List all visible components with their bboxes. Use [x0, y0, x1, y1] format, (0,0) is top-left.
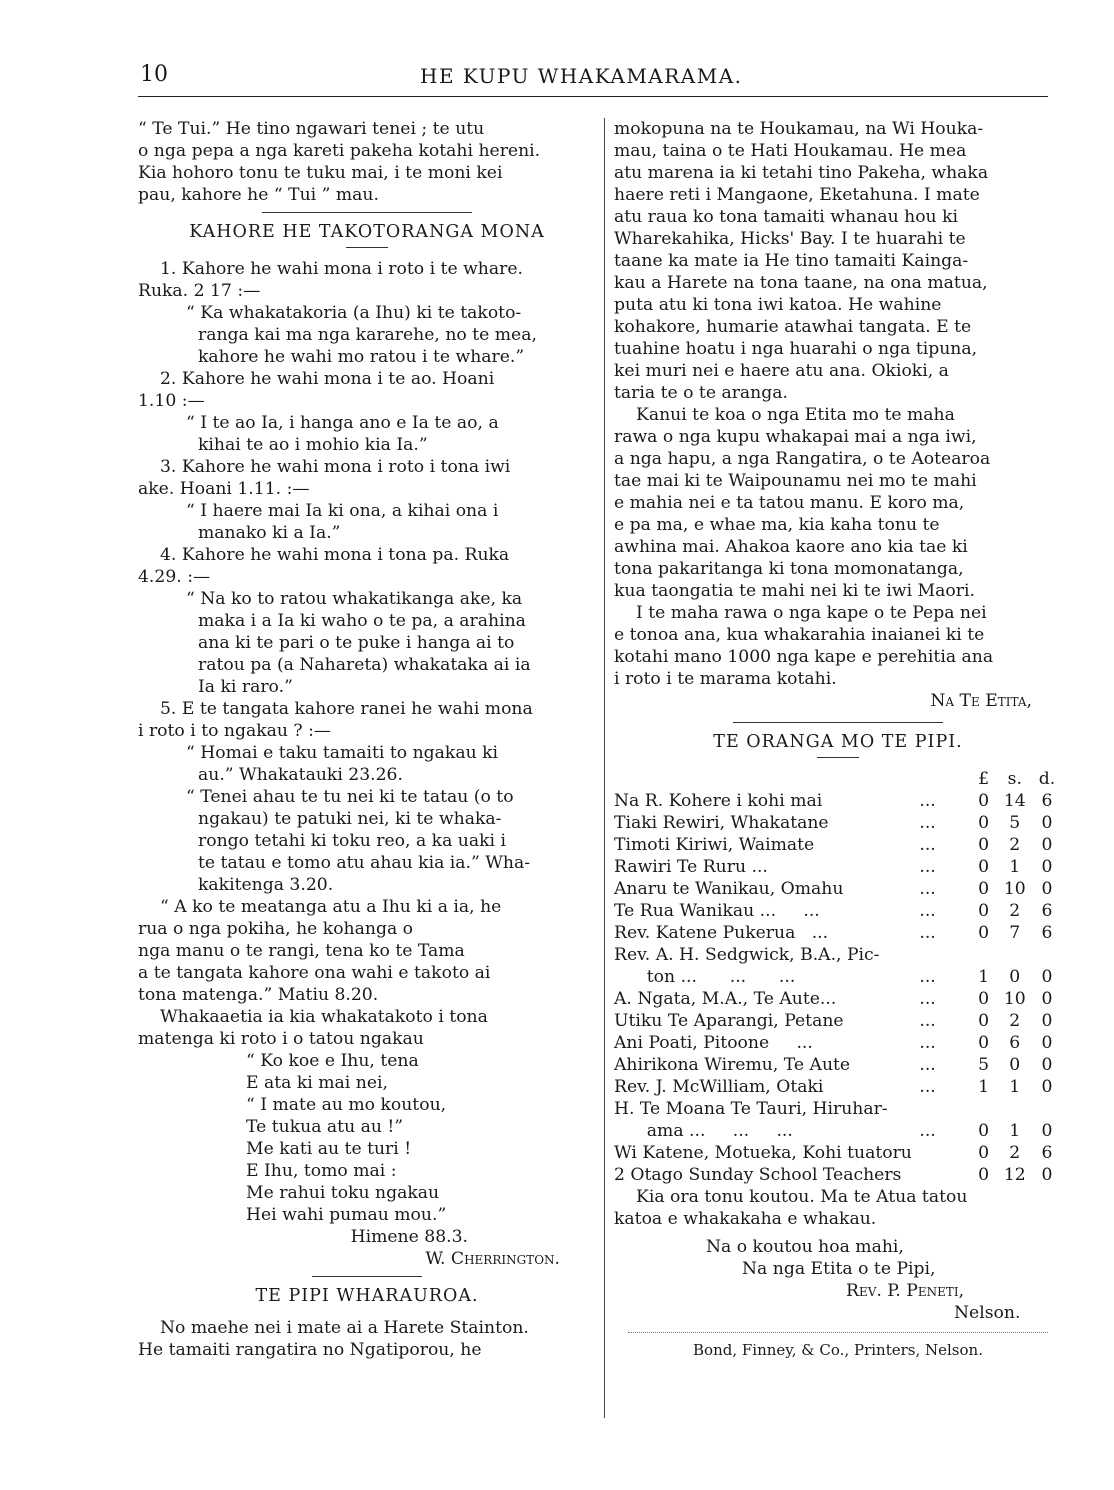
text-line: ana ki te pari o te puke i hanga ai to — [198, 633, 515, 653]
pence-value — [1032, 1098, 1062, 1120]
leader-dots — [919, 1164, 969, 1186]
donation-row — [614, 878, 1062, 900]
text-line: Me rahui toku ngakau — [246, 1183, 440, 1203]
text-line: i roto i te marama kotahi. — [614, 669, 837, 689]
shillings-value: 2 — [1009, 901, 1021, 921]
text-line: ngakau) te patuki nei, ki te whaka- — [198, 809, 502, 829]
donations-table — [614, 768, 1062, 1186]
text-line: au.” Whakatauki 23.26. — [198, 765, 403, 785]
donor-name: A. Ngata, M.A., Te Aute... — [614, 989, 837, 1009]
donor-name: Rawiri Te Ruru ... — [614, 857, 768, 877]
text-line: a te tangata kahore ona wahi e takoto ai — [138, 963, 491, 983]
text-line: kei muri nei e haere atu ana. Okioki, a — [614, 361, 949, 381]
leader-dots: ... — [919, 1077, 936, 1097]
signoff-block — [614, 1236, 1062, 1324]
donation-row — [614, 1076, 1062, 1098]
section-rule — [312, 1276, 422, 1277]
text-line: 4.29. :— — [138, 567, 211, 587]
section-title-pipi: TE PIPI WHARAUROA. — [255, 1286, 479, 1306]
text-line: kohakore, humarie atawhai tangata. E te — [614, 317, 972, 337]
text-line: “ I te ao Ia, i hanga ano e Ia te ao, a — [186, 413, 499, 433]
obituary-paragraph — [614, 118, 1062, 404]
text-line: pau, kahore he “ Tui ” mau. — [138, 185, 379, 205]
shillings-value: 2 — [1009, 835, 1021, 855]
text-line: e pa ma, e whae ma, kia kaha tonu te — [614, 515, 940, 535]
text-line: Me kati au te turi ! — [246, 1139, 412, 1159]
text-line: 5. E te tangata kahore ranei he wahi mona — [160, 699, 533, 719]
section-rule — [733, 722, 943, 723]
shillings-value: 10 — [1003, 879, 1026, 899]
text-line: rua o nga pokiha, he kohanga o — [138, 919, 414, 939]
pence-value: 6 — [1041, 791, 1053, 811]
text-line: te tatau e tomo atu ahau kia ia.” Wha- — [198, 853, 531, 873]
pence-value: 0 — [1041, 857, 1053, 877]
pounds-value: 0 — [978, 857, 990, 877]
text-line: kau a Harete na tona taane, na ona matua, — [614, 273, 988, 293]
text-line: o nga pepa a nga kareti pakeha kotahi hereni. — [138, 141, 541, 161]
text-line: “ Te Tui.” He tino ngawari tenei ; te utu — [138, 119, 485, 139]
text-line: He tamaiti rangatira no Ngatiporou, he — [138, 1340, 482, 1360]
leader-dots: ... — [919, 1011, 936, 1031]
text-line: awhina mai. Ahakoa kaore ano kia tae ki — [614, 537, 968, 557]
text-line: e mahia nei e ta tatou manu. E koro ma, — [614, 493, 965, 513]
shillings-value: 1 — [1009, 1121, 1021, 1141]
leader-dots — [919, 1142, 969, 1164]
text-line: taane ka mate ia He tino tamaiti Kainga- — [614, 251, 969, 271]
leader-dots: ... — [919, 791, 936, 811]
text-line: “ I mate au mo koutou, — [246, 1095, 447, 1115]
editor-signature: Na Te Etita, — [930, 691, 1032, 711]
text-line: e tonoa ana, kua whakarahia inaianei ki te — [614, 625, 985, 645]
text-line: kotahi mano 1000 nga kape e perehitia ana — [614, 647, 994, 667]
donation-row — [614, 812, 1062, 834]
text-line: mau, taina o te Hati Houkamau. He mea — [614, 141, 967, 161]
closing-paragraph — [614, 1186, 1062, 1230]
text-line: ratou pa (a Nahareta) whakataka ai ia — [198, 655, 531, 675]
leader-dots: ... — [919, 1121, 936, 1141]
text-line: Te tukua atu au !” — [246, 1117, 404, 1137]
shillings-value: 0 — [1009, 967, 1021, 987]
pence-value: 0 — [1041, 1055, 1053, 1075]
pence-value: 0 — [1041, 967, 1053, 987]
text-line: atu marena ia ki tetahi tino Pakeha, whaka — [614, 163, 989, 183]
text-line: puta atu ki tona iwi katoa. He wahine — [614, 295, 942, 315]
pounds-value: 0 — [978, 1121, 990, 1141]
donor-name: Wi Katene, Motueka, Kohi tuatoru — [614, 1143, 912, 1163]
pounds-value: 0 — [978, 835, 990, 855]
shillings-value: 6 — [1009, 1033, 1021, 1053]
pounds-value: 0 — [978, 1165, 990, 1185]
section-body-pipi — [138, 1317, 596, 1361]
pence-value: 0 — [1041, 879, 1053, 899]
signoff-place: Nelson. — [954, 1303, 1021, 1323]
shillings-value: 1 — [1009, 857, 1021, 877]
title-ornament — [346, 247, 388, 248]
pence-value: 0 — [1041, 1121, 1053, 1141]
pence-value: 6 — [1041, 1143, 1053, 1163]
donation-row — [614, 790, 1062, 812]
leader-dots: ... — [919, 835, 936, 855]
section-body-kahore — [138, 258, 596, 1050]
column-divider — [604, 118, 605, 1418]
donor-name: Timoti Kiriwi, Waimate — [614, 835, 815, 855]
shillings-value: 7 — [1009, 923, 1021, 943]
text-line: Wharekahika, Hicks' Bay. I te huarahi te — [614, 229, 966, 249]
text-line: atu raua ko tona tamaiti whanau hou ki — [614, 207, 958, 227]
printer-imprint: Bond, Finney, & Co., Printers, Nelson. — [693, 1341, 983, 1359]
pence-value: 6 — [1041, 901, 1053, 921]
donor-name: Rev. J. McWilliam, Otaki — [614, 1077, 824, 1097]
pence-value: 0 — [1041, 1077, 1053, 1097]
text-line: tona pakaritanga ki tona momonatanga, — [614, 559, 964, 579]
donation-row — [614, 900, 1062, 922]
text-line: “ Ko koe e Ihu, tena — [246, 1051, 419, 1071]
pounds-value: 0 — [978, 1033, 990, 1053]
text-line: Kanui te koa o nga Etita mo te maha — [636, 405, 955, 425]
signoff-name: Rev. P. Peneti, — [846, 1281, 965, 1301]
leader-dots: ... — [919, 813, 936, 833]
text-line: rawa o nga kupu whakapai mai a nga iwi, — [614, 427, 977, 447]
shillings-value: 0 — [1009, 1055, 1021, 1075]
pounds-value: 0 — [978, 879, 990, 899]
pence-value: 0 — [1041, 1033, 1053, 1053]
donor-name: Utiku Te Aparangi, Petane — [614, 1011, 844, 1031]
donation-row — [614, 988, 1062, 1010]
donation-row — [614, 1054, 1062, 1076]
leader-dots — [919, 1098, 969, 1120]
text-line: Ia ki raro.” — [198, 677, 293, 697]
text-line: tona matenga.” Matiu 8.20. — [138, 985, 379, 1005]
pounds-value — [970, 1098, 998, 1120]
section-title-oranga: TE ORANGA MO TE PIPI. — [713, 732, 963, 752]
pence-value: 6 — [1041, 923, 1053, 943]
text-line: a nga hapu, a nga Rangatira, o te Aotearoa — [614, 449, 991, 469]
footer-rule — [628, 1332, 1048, 1333]
running-title: HE KUPU WHAKAMARAMA. — [420, 64, 743, 88]
text-line: kakitenga 3.20. — [198, 875, 334, 895]
leader-dots: ... — [919, 923, 936, 943]
donor-name: Te Rua Wanikau ... ... — [614, 901, 820, 921]
pounds-value — [970, 944, 998, 966]
signoff-line: Na o koutou hoa mahi, — [706, 1237, 904, 1257]
text-line: maka i a Ia ki waho o te pa, a arahina — [198, 611, 526, 631]
donation-row — [614, 966, 1062, 988]
donor-name: ton ... ... ... — [614, 967, 796, 987]
pence-value — [1032, 944, 1062, 966]
shillings-value — [998, 944, 1032, 966]
text-line: manako ki a Ia.” — [198, 523, 341, 543]
leader-dots: ... — [919, 1033, 936, 1053]
donor-name: 2 Otago Sunday School Teachers — [614, 1165, 902, 1185]
donation-row — [614, 1098, 1062, 1120]
shillings-value: 2 — [1009, 1011, 1021, 1031]
text-line: “ Ka whakatakoria (a Ihu) ki te takoto- — [186, 303, 522, 323]
title-ornament — [817, 757, 859, 758]
pence-value: 0 — [1041, 835, 1053, 855]
text-line: “ Homai e taku tamaiti to ngakau ki — [186, 743, 499, 763]
leader-dots: ... — [919, 879, 936, 899]
text-line: E Ihu, tomo mai : — [246, 1161, 397, 1181]
donor-name: Anaru te Wanikau, Omahu — [614, 879, 844, 899]
text-line: nga manu o te rangi, tena ko te Tama — [138, 941, 465, 961]
hymn-reference: Himene 88.3. — [350, 1227, 468, 1247]
text-line: kihai te ao i mohio kia Ia.” — [198, 435, 428, 455]
left-column — [138, 118, 596, 1361]
leader-dots: ... — [919, 857, 936, 877]
text-line: haere reti i Mangaone, Eketahuna. I mate — [614, 185, 980, 205]
donation-row — [614, 1010, 1062, 1032]
pence-value: 0 — [1041, 813, 1053, 833]
text-line: rongo tetahi ki toku reo, a ka uaki i — [198, 831, 506, 851]
text-line: matenga ki roto i o tatou ngakau — [138, 1029, 424, 1049]
text-line: i roto i to ngakau ? :— — [138, 721, 332, 741]
shillings-value: 12 — [1003, 1165, 1026, 1185]
donation-row — [614, 1032, 1062, 1054]
pence-value: 0 — [1041, 1165, 1053, 1185]
currency-header-row — [614, 768, 1062, 790]
donation-row — [614, 856, 1062, 878]
pounds-value: 1 — [978, 967, 990, 987]
right-column — [614, 118, 1062, 1361]
pounds-value: 0 — [978, 813, 990, 833]
text-line: Kia hohoro tonu te tuku mai, i te moni kei — [138, 163, 503, 183]
pence-header: d. — [1038, 769, 1056, 789]
text-line: ake. Hoani 1.11. :— — [138, 479, 310, 499]
section-rule — [262, 212, 472, 213]
shillings-value: 5 — [1009, 813, 1021, 833]
pence-value: 0 — [1041, 989, 1053, 1009]
leader-dots: ... — [919, 901, 936, 921]
donor-name: Ani Poati, Pitoone ... — [614, 1033, 813, 1053]
leader-dots — [919, 944, 969, 966]
shillings-value: 1 — [1009, 1077, 1021, 1097]
pounds-value: 0 — [978, 1011, 990, 1031]
leader-dots: ... — [919, 1055, 936, 1075]
text-line: 3. Kahore he wahi mona i roto i tona iwi — [160, 457, 511, 477]
text-line: Ruka. 2 17 :— — [138, 281, 261, 301]
pounds-value: 5 — [978, 1055, 990, 1075]
donor-name: Ahirikona Wiremu, Te Aute — [614, 1055, 851, 1075]
donor-name: Rev. Katene Pukerua ... — [614, 923, 829, 943]
text-line: mokopuna na te Houkamau, na Wi Houka- — [614, 119, 984, 139]
donor-name: Rev. A. H. Sedgwick, B.A., Pic- — [614, 945, 880, 965]
text-line: 1.10 :— — [138, 391, 205, 411]
editors-paragraph — [614, 404, 1062, 602]
text-line: 1. Kahore he wahi mona i roto i te whare. — [160, 259, 523, 279]
shillings-value — [998, 1098, 1032, 1120]
donor-name: Tiaki Rewiri, Whakatane — [614, 813, 829, 833]
text-line: I te maha rawa o nga kape o te Pepa nei — [636, 603, 987, 623]
text-line: “ Tenei ahau te tu nei ki te tatau (o to — [186, 787, 514, 807]
text-line: “ Na ko to ratou whakatikanga ake, ka — [186, 589, 523, 609]
header-rule — [138, 96, 1048, 97]
donation-row — [614, 922, 1062, 944]
signoff-line: Na nga Etita o te Pipi, — [742, 1259, 936, 1279]
text-line: katoa e whakakaha e whakau. — [614, 1209, 877, 1229]
pence-value: 0 — [1041, 1011, 1053, 1031]
text-line: tae mai ki te Waipounamu nei mo te mahi — [614, 471, 977, 491]
donor-name: Na R. Kohere i kohi mai — [614, 791, 823, 811]
text-line: Hei wahi pumau mou.” — [246, 1205, 447, 1225]
donation-row — [614, 944, 1062, 966]
donor-name: H. Te Moana Te Tauri, Hiruhar- — [614, 1099, 888, 1119]
leader-dots: ... — [919, 989, 936, 1009]
shillings-value: 10 — [1003, 989, 1026, 1009]
text-line: taria te o te aranga. — [614, 383, 788, 403]
pounds-header: £ — [978, 769, 990, 789]
text-line: 4. Kahore he wahi mona i tona pa. Ruka — [160, 545, 510, 565]
section-title-kahore: KAHORE HE TAKOTORANGA MONA — [189, 222, 545, 242]
text-line: kahore he wahi mo ratou i te whare.” — [198, 347, 525, 367]
circulation-paragraph — [614, 602, 1062, 690]
author-signature: W. Cherrington. — [425, 1249, 560, 1269]
intro-paragraph — [138, 118, 596, 206]
pounds-value: 1 — [978, 1077, 990, 1097]
pounds-value: 0 — [978, 901, 990, 921]
page-number: 10 — [140, 62, 168, 87]
text-line: E ata ki mai nei, — [246, 1073, 388, 1093]
text-line: “ A ko te meatanga atu a Ihu ki a ia, he — [160, 897, 502, 917]
donation-row — [614, 1164, 1062, 1186]
shillings-value: 2 — [1009, 1143, 1021, 1163]
shillings-header: s. — [1007, 769, 1022, 789]
text-line: Kia ora tonu koutou. Ma te Atua tatou — [636, 1187, 968, 1207]
donor-name: ama ... ... ... — [614, 1121, 793, 1141]
pounds-value: 0 — [978, 1143, 990, 1163]
text-line: Whakaaetia ia kia whakatakoto i tona — [160, 1007, 488, 1027]
shillings-value: 14 — [1003, 791, 1026, 811]
hymn-poem — [138, 1050, 596, 1226]
pounds-value: 0 — [978, 791, 990, 811]
donation-row — [614, 1120, 1062, 1142]
text-line: tuahine hoatu i nga huarahi o nga tipuna, — [614, 339, 978, 359]
text-line: kua taongatia te mahi nei ki te iwi Maori. — [614, 581, 975, 601]
text-line: “ I haere mai Ia ki ona, a kihai ona i — [186, 501, 499, 521]
donation-row — [614, 1142, 1062, 1164]
text-line: 2. Kahore he wahi mona i te ao. Hoani — [160, 369, 495, 389]
pounds-value: 0 — [978, 923, 990, 943]
pounds-value: 0 — [978, 989, 990, 1009]
text-line: ranga kai ma nga kararehe, no te mea, — [198, 325, 537, 345]
donation-row — [614, 834, 1062, 856]
text-line: No maehe nei i mate ai a Harete Stainton. — [160, 1318, 529, 1338]
leader-dots: ... — [919, 967, 936, 987]
